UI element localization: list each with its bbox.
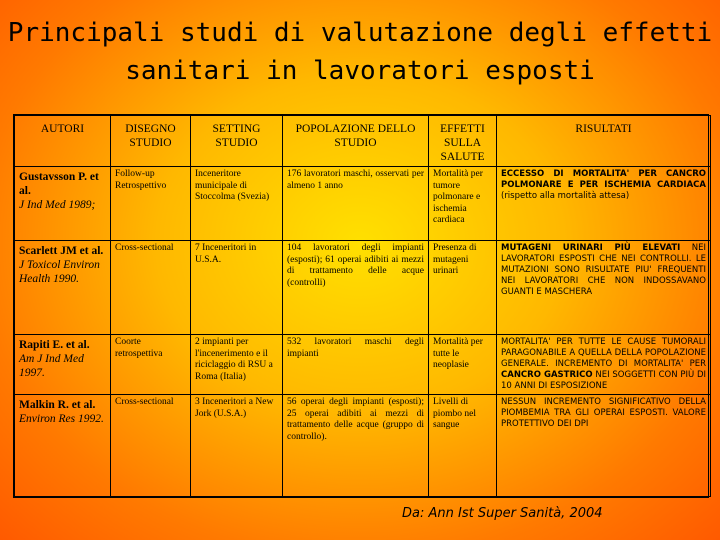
- effects-cell: Livelli di piombo nel sangue: [429, 395, 497, 497]
- table-header-row: [15, 116, 711, 167]
- author-name: Rapiti E. et al.: [19, 339, 90, 351]
- header-autori: AUTORI: [15, 116, 111, 167]
- results-cell: [497, 335, 711, 395]
- author-journal: Environ Res 1992.: [19, 413, 104, 425]
- author-cell: [15, 241, 111, 335]
- design-cell: Cross-sectional: [111, 395, 191, 497]
- header-disegno: DISEGNO STUDIO: [111, 116, 191, 167]
- results-text: NEI LAVORATORI ESPOSTI CHE NEI CONTROLLI. LE MUTAZIONI SONO RISULTATE PIU' FREQUENTI NEI LAVORATORI CHE NON INDOSSAVANO GUANTI E MASCHERA: [501, 243, 706, 297]
- effects-cell: Mortalità per tutte le neoplasie: [429, 335, 497, 395]
- design-cell: Coorte retrospettiva: [111, 335, 191, 395]
- results-bold: MUTAGENI URINARI PIÙ ELEVATI: [501, 243, 681, 253]
- setting-cell: 3 Inceneritori a New Jork (U.S.A.): [191, 395, 283, 497]
- population-cell: 532 lavoratori maschi degli impianti: [283, 335, 429, 395]
- results-text: ECCESSO DI MORTALITA' PER CANCRO POLMONARE E PER ISCHEMIA CARDIACA: [501, 169, 706, 190]
- table-row: [15, 167, 711, 241]
- author-cell: [15, 167, 111, 241]
- design-cell: Cross-sectional: [111, 241, 191, 335]
- header-setting: SETTING STUDIO: [191, 116, 283, 167]
- author-name: Scarlett JM et al.: [19, 245, 104, 257]
- source-citation: Da: Ann Ist Super Sanità, 2004: [402, 506, 603, 521]
- header-risultati: RISULTATI: [497, 116, 711, 167]
- results-note: (rispetto alla mortalità attesa): [501, 191, 630, 201]
- design-cell: Follow-up Retrospettivo: [111, 167, 191, 241]
- population-cell: 56 operai degli impianti (esposti); 25 operai adibiti ai mezzi di trattamento delle acque (gruppo di controllo).: [283, 395, 429, 497]
- setting-cell: 2 impianti per l'incenerimento e il riciclaggio di RSU a Roma (Italia): [191, 335, 283, 395]
- results-cell: [497, 241, 711, 335]
- header-effetti: EFFETTI SULLA SALUTE: [429, 116, 497, 167]
- table-row: [15, 241, 711, 335]
- population-cell: 176 lavoratori maschi, osservati per almeno 1 anno: [283, 167, 429, 241]
- author-journal: Am J Ind Med 1997.: [19, 353, 84, 379]
- author-name: Gustavsson P. et al.: [19, 171, 99, 197]
- results-cell: [497, 167, 711, 241]
- author-cell: [15, 335, 111, 395]
- author-name: Malkin R. et al.: [19, 399, 96, 411]
- population-cell: 104 lavoratori degli impianti (esposti); 61 operai adibiti ai mezzi di trattamento delle acque (controlli): [283, 241, 429, 335]
- results-tail: NEI SOGGETTI CON PIÙ DI 10 ANNI DI ESPOSIZIONE: [501, 370, 707, 391]
- effects-cell: Mortalità per tumore polmonare e ischemia cardiaca: [429, 167, 497, 241]
- table-row: [15, 395, 711, 497]
- effects-cell: Presenza di mutageni urinari: [429, 241, 497, 335]
- studies-table: [13, 114, 709, 498]
- results-text: MORTALITA' PER TUTTE LE CAUSE TUMORALI PARAGONABILE A QUELLA DELLA POPOLAZIONE GENERALE. INCREMENTO DI MORTALITA' PER: [501, 337, 706, 369]
- results-bold: CANCRO GASTRICO: [501, 370, 593, 380]
- author-journal: J Ind Med 1989;: [19, 199, 96, 211]
- header-popolazione: POPOLAZIONE DELLO STUDIO: [283, 116, 429, 167]
- table-row: [15, 335, 711, 395]
- setting-cell: Inceneritore municipale di Stoccolma (Svezia): [191, 167, 283, 241]
- setting-cell: 7 Inceneritori in U.S.A.: [191, 241, 283, 335]
- author-journal: J Toxicol Environ Health 1990.: [19, 259, 100, 285]
- results-cell: NESSUN INCREMENTO SIGNIFICATIVO DELLA PIOMBEMIA TRA GLI OPERAI ESPOSTI. VALORE PROTETTIVO DEI DPI: [497, 395, 711, 497]
- author-cell: [15, 395, 111, 497]
- page-title: Principali studi di valutazione degli effetti sanitari in lavoratori esposti: [7, 18, 713, 86]
